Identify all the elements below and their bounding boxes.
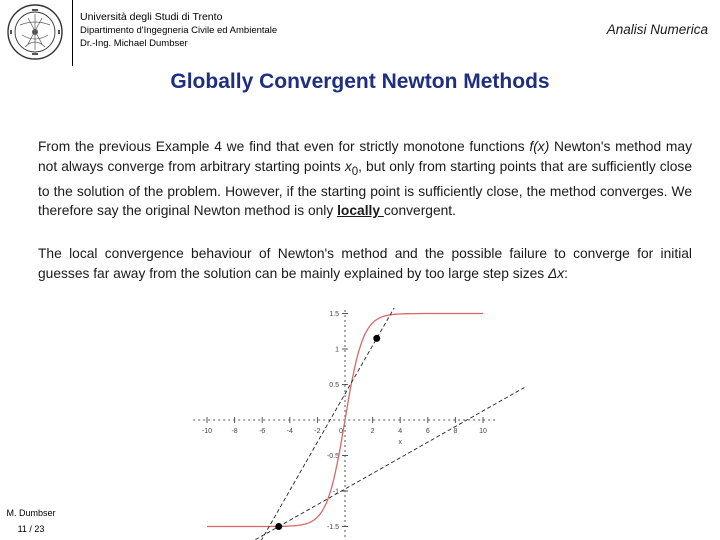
paragraph-1 xyxy=(38,137,692,221)
x-tick-label: -6 xyxy=(259,428,266,435)
p1-fx: f(x) xyxy=(529,139,550,154)
author-name: Dr.-Ing. Michael Dumbser xyxy=(80,38,188,49)
x-tick-label: 4 xyxy=(398,428,403,435)
x-tick-label: -2 xyxy=(314,428,321,435)
p1-text-3: , but only from starting points that are sufficiently close to the solution of the problem. However, if the starting point is sufficiently close, the method converges. We therefore say the original Newton method is only xyxy=(38,158,692,219)
tangent-line-2 xyxy=(193,387,524,540)
origin-label: 0 xyxy=(339,428,343,435)
y-tick-label: 0.5 xyxy=(329,382,339,389)
p1-locally: locally xyxy=(337,203,384,219)
x-tick-label: 10 xyxy=(479,428,487,435)
paragraph-2 xyxy=(38,244,692,283)
y-tick-label: 1 xyxy=(335,346,339,354)
p1-x: x xyxy=(344,158,352,174)
y-tick-label: -0.5 xyxy=(326,453,339,460)
p1-text-4: convergent. xyxy=(383,203,456,219)
footer-page: 11 / 23 xyxy=(17,524,45,534)
department-name: Dipartimento d'Ingegneria Civile ed Ambientale xyxy=(80,25,278,36)
p2-dx: Δx xyxy=(548,265,565,281)
slide-title: Globally Convergent Newton Methods xyxy=(170,70,550,93)
slide-header xyxy=(0,0,720,62)
university-name: Università degli Studi di Trento xyxy=(80,11,223,23)
header-divider xyxy=(72,0,73,66)
footer xyxy=(0,505,62,537)
x-axis-label: x xyxy=(398,439,402,446)
p1-x-sub: 0 xyxy=(351,165,359,178)
x-tick-label: 2 xyxy=(370,428,375,435)
p2-text-2: : xyxy=(564,265,568,281)
newton-plot xyxy=(201,308,645,540)
x-tick-label: -4 xyxy=(286,428,293,435)
p1-text-1: From the previous Example 4 we find that even for strictly monotone functions xyxy=(38,139,530,154)
y-tick-label: -1.5 xyxy=(326,524,339,531)
newton-point-2 xyxy=(275,523,282,530)
footer-author: M. Dumbser xyxy=(6,508,56,518)
y-tick-label: 1.5 xyxy=(329,311,339,318)
x-tick-label: -10 xyxy=(201,428,213,435)
course-title: Analisi Numerica xyxy=(606,22,708,37)
header-info xyxy=(80,11,277,50)
p2-text-1: The local convergence behaviour of Newton's method and the possible failure to converge for initial guesses far away from the solution can be mainly explained by too large step sizes xyxy=(38,246,692,281)
x-tick-label: -8 xyxy=(231,428,238,435)
x-tick-label: 8 xyxy=(453,428,458,435)
university-seal-icon xyxy=(4,3,66,61)
y-tick-label: -1 xyxy=(332,488,339,496)
p1-text-2: Newton's method may not always converge from arbitrary starting points xyxy=(38,139,692,174)
newton-point-1 xyxy=(373,335,380,342)
x-tick-label: 6 xyxy=(425,428,430,435)
